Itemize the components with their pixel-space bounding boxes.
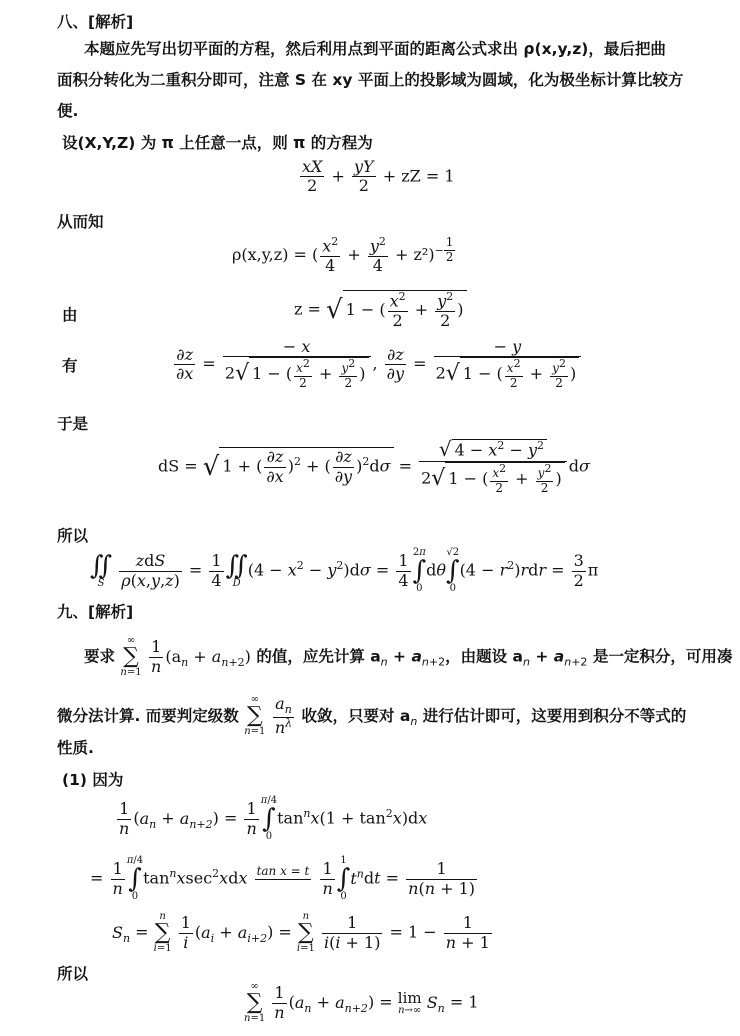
plane-equation: $\frac{xX}{2}$ + $\frac{yY}{2}$ + zZ = 1 xyxy=(302,157,455,196)
section9-line3: 性质. xyxy=(57,739,94,757)
label-suoyi-8: 所以 xyxy=(57,527,89,545)
label-yushi: 于是 xyxy=(57,415,89,433)
rho-lhs: ρ(x,y,z) = ( xyxy=(232,245,319,265)
ds-lhs: dS = xyxy=(158,456,198,476)
item1-final: ∞ ∑ n=1 $\frac{1}{n}$ $(a_n + a_{n+2})$ = lim n→∞ $S_n = 1$ xyxy=(244,981,479,1024)
partial-derivatives: $\frac{\partial z}{\partial x}$ = − x 2√ 1 − ( $\frac{x2}{2}$ + $\frac{y2}{2}$ ) , $\frac{\partial z}{\partial y}$ = − y 2√ 1 − ( $\frac{x2}{2}$ + $\frac{y2}{2}$ ) xyxy=(172,338,583,391)
section9-line1-b: (a xyxy=(165,646,182,666)
surface-integral-result: ∬ S $\frac{\text{zdS}}{\rho(x,y,z)}$ = $\frac{1}{4}$ ∬ D $(4 - x^2 - y^2)d\sigma$ = $\frac{1}{4}$ 2π ∫ 0 dθ √2 ∫ 0 $(4 - r^2)rdr$ = $\frac{3}{2}$ π xyxy=(90,547,599,594)
section8-intro-line3: 便. xyxy=(57,102,79,120)
section8-heading: 八、[解析] xyxy=(57,13,134,31)
section9-line1-a: 要求 xyxy=(84,647,116,666)
section9-line1-e: 是一定积分，可用凑 xyxy=(592,647,733,666)
ds-equation: dS = √ 1 + ( $\frac{\partial z}{\partial x}$ )$^2$ + ( $\frac{\partial z}{\partial y}$ )$^2$dσ = √ $4 - x^2 - y^2$ 2√ 1 − ( $\frac{x2}{2}$ + $\frac{y2}{2}$ ) dσ xyxy=(158,437,590,495)
section9-heading: 九、[解析] xyxy=(57,603,134,621)
item1-label: (1) 因为 xyxy=(62,771,124,789)
item1-eq-line3: $S_n$ = n ∑ i=1 $\frac{1}{i}$ $(a_i + a_{i+2})$ = n ∑ i=1 $\frac{1}{i(i + 1)}$ = 1 − $\frac{1}{n + 1}$ xyxy=(112,911,490,954)
set-point-line: 设(X,Y,Z) 为 π 上任意一点，则 π 的方程为 xyxy=(62,134,373,152)
rho-tail: + z²) xyxy=(395,245,435,265)
plane-equation-tail: + zZ = 1 xyxy=(382,166,455,186)
section9-line1-d: ，由题设 a xyxy=(445,647,523,666)
section9-line2-b: 收敛，只要对 a xyxy=(301,706,411,725)
label-suoyi-9: 所以 xyxy=(57,965,89,983)
section9-line2-a: 微分法计算. 而要判定级数 xyxy=(57,706,239,725)
label-you: 由 xyxy=(62,306,78,324)
label-congerzhi: 从而知 xyxy=(57,213,104,231)
section9-line2-c: 进行估计即可，这要用到积分不等式的 xyxy=(422,706,687,725)
section9-line1: 要求 ∞ ∑ n=1 $\frac{1}{n}$ $(a_n + a_{n+2})$ 的值，应先计算 $a_n + a_{n+2}$，由题设 $a_n + a_{n+2}$ 是一定积分，可用凑 xyxy=(84,635,733,678)
section8-intro-line1: 本题应先写出切平面的方程，然后利用点到平面的距离公式求出 ρ(x,y,z)，最后把曲 xyxy=(84,40,666,58)
z-equation: z = √ 1 − ( $\frac{x^2}{2}$ + $\frac{y^2}{2}$ ) xyxy=(294,290,467,330)
section8-intro-line2: 面积分转化为二重积分即可，注意 S 在 xy 平面上的投影域为圆域，化为极坐标计算比较方 xyxy=(57,71,684,89)
rho-equation: ρ(x,y,z) = ( $\frac{x^2}{4}$ + $\frac{y^2}{4}$ + z²)$^{- \frac{1}{2}}$ xyxy=(232,235,454,275)
section9-line1-c: 的值，应先计算 a xyxy=(256,647,381,666)
label-you2: 有 xyxy=(62,357,78,375)
substitution-label: tan x = t xyxy=(256,863,310,878)
item1-eq-line1: $\frac{1}{n}$ $(a_n + a_{n+2})$ = $\frac{1}{n}$ π/4 ∫ 0 $\tan^nx(1 + \tan^2x)dx$ xyxy=(119,795,428,842)
result-pi: π xyxy=(587,560,599,580)
section9-line2: 微分法计算. 而要判定级数 ∞ ∑ n=1 $\frac{a_n}{n^\lambda}$ 收敛，只要对 $a_n$ 进行估计即可，这要用到积分不等式的 xyxy=(57,694,687,738)
final-value: 1 xyxy=(468,992,479,1012)
item1-eq-line2: = $\frac{1}{n}$ π/4 ∫ 0 $\tan^nxsec^2xdx$ tan x = t $\frac{1}{n}$ 1 ∫ 0 $t^ndt$ = $\frac{1}{n(n + 1)}$ xyxy=(90,855,475,902)
z-lhs: z = xyxy=(294,299,321,319)
